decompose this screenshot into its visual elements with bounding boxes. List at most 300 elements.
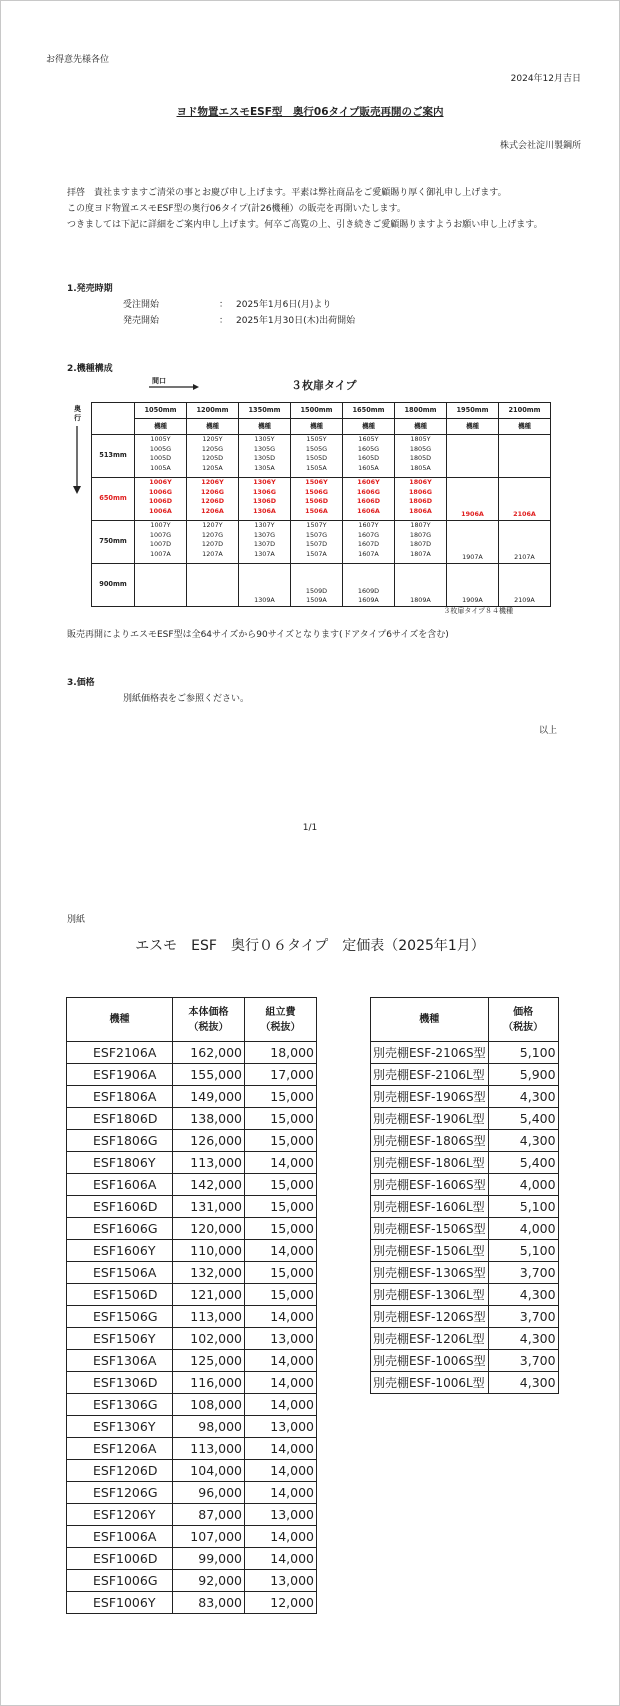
table-row xyxy=(371,1064,559,1086)
lineup-cell xyxy=(343,478,395,521)
lineup-cell xyxy=(187,435,239,478)
body-price-cell: 121,000 xyxy=(173,1284,245,1306)
section1-heading: 1.発売時期 xyxy=(67,284,113,294)
lineup-cell xyxy=(447,478,499,521)
table-row xyxy=(67,1350,317,1372)
width-1950: 1950mm xyxy=(447,403,499,419)
table-row xyxy=(67,1460,317,1482)
model-cell: ESF2106A xyxy=(67,1042,173,1064)
model-cell: ESF1506A xyxy=(67,1262,173,1284)
model-code: 1907A xyxy=(462,553,483,562)
model-cell: ESF1306Y xyxy=(67,1416,173,1438)
model-cell: ESF1606A xyxy=(67,1174,173,1196)
model-code: 1507G xyxy=(305,530,328,539)
lineup-cell xyxy=(187,478,239,521)
shelf-price-cell: 4,000 xyxy=(488,1218,558,1240)
model-code: 1607A xyxy=(358,549,379,558)
shelf-model-cell: 別売棚ESF-1906S型 xyxy=(371,1086,489,1108)
model-cell: ESF1006G xyxy=(67,1570,173,1592)
table-row xyxy=(371,1350,559,1372)
model-cell: ESF1206G xyxy=(67,1482,173,1504)
body-price-cell: 83,000 xyxy=(173,1592,245,1614)
lineup-cell xyxy=(291,564,343,607)
model-code: 1909A xyxy=(462,596,483,605)
section3-heading: 3.価格 xyxy=(67,678,95,688)
lineup-width-row xyxy=(92,403,551,419)
body-price-cell: 113,000 xyxy=(173,1438,245,1460)
model-code: 1205Y xyxy=(202,435,223,443)
shelf-model-cell: 別売棚ESF-1506S型 xyxy=(371,1218,489,1240)
table-row xyxy=(67,1284,317,1306)
shelf-model-cell: 別売棚ESF-1306S型 xyxy=(371,1262,489,1284)
assembly-fee-cell: 12,000 xyxy=(245,1592,317,1614)
assembly-fee-cell: 13,000 xyxy=(245,1504,317,1526)
model-code: 2106A xyxy=(513,510,536,519)
model-code: 1507A xyxy=(306,549,327,558)
order-start-value: 2025年1月6日(月)より xyxy=(236,300,332,310)
header-model: 機種 xyxy=(371,998,489,1042)
model-code: 1307G xyxy=(253,530,276,539)
lineup-cell xyxy=(395,521,447,564)
table-row xyxy=(67,1152,317,1174)
closing-text: 以上 xyxy=(538,726,557,736)
body-price-cell: 87,000 xyxy=(173,1504,245,1526)
assembly-fee-cell: 14,000 xyxy=(245,1438,317,1460)
table-row xyxy=(67,1570,317,1592)
model-code: 1207A xyxy=(202,549,223,558)
shelf-model-cell: 別売棚ESF-1206L型 xyxy=(371,1328,489,1350)
width-1500: 1500mm xyxy=(291,403,343,419)
model-code: 1606D xyxy=(356,497,381,506)
model-code: 1607G xyxy=(357,530,380,539)
model-code: 1505A xyxy=(306,463,327,472)
body-price-cell: 132,000 xyxy=(173,1262,245,1284)
shelf-price-cell: 3,700 xyxy=(488,1306,558,1328)
width-arrow-icon xyxy=(149,383,199,391)
table-row xyxy=(67,1086,317,1108)
shelf-model-cell: 別売棚ESF-1506L型 xyxy=(371,1240,489,1262)
lineup-cell xyxy=(291,435,343,478)
width-1650: 1650mm xyxy=(343,403,395,419)
body-price-cell: 102,000 xyxy=(173,1328,245,1350)
page-title: ヨド物置エスモESF型 奥行06タイプ販売再開のご案内 xyxy=(176,106,444,118)
table-row xyxy=(67,1130,317,1152)
order-start-label: 受注開始 xyxy=(123,300,160,310)
lineup-cell xyxy=(343,564,395,607)
price-table-main-header xyxy=(67,998,317,1042)
model-code: 1506Y xyxy=(305,478,328,486)
table-row xyxy=(371,1306,559,1328)
shelf-price-cell: 4,300 xyxy=(488,1328,558,1350)
table-row xyxy=(371,1130,559,1152)
assembly-fee-cell: 15,000 xyxy=(245,1196,317,1218)
shelf-model-cell: 別売棚ESF-1806S型 xyxy=(371,1130,489,1152)
shelf-price-cell: 4,300 xyxy=(488,1372,558,1394)
assembly-fee-cell: 15,000 xyxy=(245,1086,317,1108)
width-2100: 2100mm xyxy=(499,403,551,419)
table-row xyxy=(67,1108,317,1130)
body-price-cell: 162,000 xyxy=(173,1042,245,1064)
width-1050: 1050mm xyxy=(135,403,187,419)
table-row xyxy=(67,1218,317,1240)
assembly-fee-cell: 18,000 xyxy=(245,1042,317,1064)
shelf-price-cell: 4,300 xyxy=(488,1284,558,1306)
table-row xyxy=(371,1262,559,1284)
model-code: 1206G xyxy=(200,487,225,496)
model-cell: ESF1306D xyxy=(67,1372,173,1394)
model-code: 1005G xyxy=(149,444,172,453)
header-body-price: 本体価格 （税抜） xyxy=(173,998,245,1042)
lineup-depth-row xyxy=(92,521,551,564)
model-code: 1506D xyxy=(304,497,329,506)
lineup-cell xyxy=(239,478,291,521)
lineup-cell xyxy=(291,478,343,521)
shelf-price-cell: 4,300 xyxy=(488,1086,558,1108)
model-code: 1007G xyxy=(149,530,172,539)
company-name: 株式会社淀川製鋼所 xyxy=(499,141,581,151)
recipient: お得意先様各位 xyxy=(46,55,110,65)
model-code: 1607Y xyxy=(358,521,379,529)
model-code: 1305G xyxy=(253,444,276,453)
model-code: 1305Y xyxy=(254,435,275,443)
shelf-model-cell: 別売棚ESF-1306L型 xyxy=(371,1284,489,1306)
price-list-title: エスモ ESF 奥行０６タイプ 定価表（2025年1月） xyxy=(135,938,485,954)
table-row xyxy=(67,1064,317,1086)
model-code: 1507Y xyxy=(306,521,327,529)
assembly-fee-cell: 14,000 xyxy=(245,1306,317,1328)
model-code: 2109A xyxy=(514,596,535,605)
shelf-price-cell: 5,100 xyxy=(488,1196,558,1218)
model-code: 1807D xyxy=(409,540,432,549)
model-code: 1509D xyxy=(305,586,328,595)
lineup-cell xyxy=(239,564,291,607)
release-start-label: 発売開始 xyxy=(123,316,160,326)
model-code: 1007A xyxy=(150,549,171,558)
model-subheader: 機種 xyxy=(395,419,447,435)
width-1800: 1800mm xyxy=(395,403,447,419)
model-code: 1207G xyxy=(201,530,224,539)
model-code: 1509A xyxy=(306,596,327,605)
date: 2024年12月吉日 xyxy=(510,74,581,84)
shelf-model-cell: 別売棚ESF-1006S型 xyxy=(371,1350,489,1372)
lineup-cell xyxy=(291,521,343,564)
table-row xyxy=(67,1174,317,1196)
model-subheader: 機種 xyxy=(447,419,499,435)
model-code: 1809A xyxy=(410,596,431,605)
body-price-cell: 113,000 xyxy=(173,1152,245,1174)
table-row xyxy=(67,1394,317,1416)
model-code: 1205G xyxy=(201,444,224,453)
model-cell: ESF1906A xyxy=(67,1064,173,1086)
table-row xyxy=(371,1152,559,1174)
model-code: 1805A xyxy=(410,463,431,472)
body-price-cell: 155,000 xyxy=(173,1064,245,1086)
table-row xyxy=(371,1328,559,1350)
page-number: 1/1 xyxy=(302,823,318,833)
lineup-table-title: ３枚扉タイプ xyxy=(291,379,357,392)
shelf-price-cell: 4,300 xyxy=(488,1130,558,1152)
lineup-cell xyxy=(135,521,187,564)
model-code: 1206D xyxy=(200,497,225,506)
table-row xyxy=(371,1196,559,1218)
assembly-fee-cell: 13,000 xyxy=(245,1570,317,1592)
model-code: 1206Y xyxy=(201,478,224,486)
lineup-subheader-row xyxy=(92,419,551,435)
model-code: 1006D xyxy=(148,497,173,506)
shelf-price-cell: 5,900 xyxy=(488,1064,558,1086)
model-code: 1609A xyxy=(358,596,379,605)
body-price-cell: 110,000 xyxy=(173,1240,245,1262)
model-subheader: 機種 xyxy=(239,419,291,435)
model-code: 1207D xyxy=(201,540,224,549)
model-code: 1205D xyxy=(201,454,224,463)
model-code: 1007D xyxy=(149,540,172,549)
model-code: 1609D xyxy=(357,586,380,595)
model-code: 1506A xyxy=(305,506,328,515)
model-code: 1206A xyxy=(201,506,224,515)
lineup-cell xyxy=(343,435,395,478)
model-cell: ESF1806D xyxy=(67,1108,173,1130)
model-cell: ESF1206D xyxy=(67,1460,173,1482)
model-code: 1807Y xyxy=(410,521,431,529)
assembly-fee-cell: 13,000 xyxy=(245,1328,317,1350)
shelf-price-cell: 5,100 xyxy=(488,1042,558,1064)
model-cell: ESF1506Y xyxy=(67,1328,173,1350)
model-code: 1306Y xyxy=(253,478,276,486)
table-row xyxy=(371,1284,559,1306)
model-code: 1607D xyxy=(357,540,380,549)
depth-arrow-icon xyxy=(72,426,82,494)
body-price-cell: 113,000 xyxy=(173,1306,245,1328)
model-cell: ESF1206Y xyxy=(67,1504,173,1526)
assembly-fee-cell: 14,000 xyxy=(245,1460,317,1482)
assembly-fee-cell: 15,000 xyxy=(245,1130,317,1152)
model-code: 1307D xyxy=(253,540,276,549)
model-cell: ESF1006A xyxy=(67,1526,173,1548)
depth-label-1: 650mm xyxy=(92,478,135,521)
assembly-fee-cell: 14,000 xyxy=(245,1152,317,1174)
intro-line-1: 拝啓 貴社ますますご清栄の事とお慶び申し上げます。平素は弊社商品をご愛顧賜り厚く御礼申し上げます。 xyxy=(67,188,507,198)
table-row xyxy=(67,1438,317,1460)
model-code: 1307Y xyxy=(254,521,275,529)
lineup-corner xyxy=(92,403,135,435)
model-cell: ESF1606D xyxy=(67,1196,173,1218)
model-cell: ESF1206A xyxy=(67,1438,173,1460)
body-price-cell: 138,000 xyxy=(173,1108,245,1130)
model-code: 1606Y xyxy=(357,478,380,486)
intro-line-3: つきましては下記に詳細をご案内申し上げます。何卒ご高覧の上、引き続きご愛顧賜りますようお願い申し上げます。 xyxy=(67,220,543,230)
price-table-shelves-header xyxy=(371,998,559,1042)
model-subheader: 機種 xyxy=(499,419,551,435)
model-code: 1506G xyxy=(304,487,329,496)
model-code: 1006G xyxy=(148,487,173,496)
lineup-depth-row xyxy=(92,435,551,478)
model-cell: ESF1306G xyxy=(67,1394,173,1416)
body-price-cell: 126,000 xyxy=(173,1130,245,1152)
assembly-fee-cell: 15,000 xyxy=(245,1284,317,1306)
model-subheader: 機種 xyxy=(343,419,395,435)
shelf-price-cell: 5,100 xyxy=(488,1240,558,1262)
header-model: 機種 xyxy=(67,998,173,1042)
lineup-cell xyxy=(239,435,291,478)
lineup-depth-row xyxy=(92,478,551,521)
lineup-cell xyxy=(499,435,551,478)
shelf-model-cell: 別売棚ESF-1006L型 xyxy=(371,1372,489,1394)
assembly-fee-cell: 14,000 xyxy=(245,1482,317,1504)
body-price-cell: 92,000 xyxy=(173,1570,245,1592)
intro-line-2: この度ヨド物置エスモESF型の奥行06タイプ(計26機種）の販売を再開いたします。 xyxy=(67,204,406,214)
lineup-depth-row xyxy=(92,564,551,607)
body-price-cell: 108,000 xyxy=(173,1394,245,1416)
lineup-cell xyxy=(135,478,187,521)
model-code: 1605Y xyxy=(358,435,379,443)
model-code: 1306A xyxy=(253,506,276,515)
header-assembly-fee: 組立費 （税抜） xyxy=(245,998,317,1042)
body-price-cell: 149,000 xyxy=(173,1086,245,1108)
model-code: 1605D xyxy=(357,454,380,463)
assembly-fee-cell: 14,000 xyxy=(245,1240,317,1262)
model-code: 1505D xyxy=(305,454,328,463)
width-1200: 1200mm xyxy=(187,403,239,419)
model-code: 1306G xyxy=(252,487,277,496)
model-cell: ESF1506D xyxy=(67,1284,173,1306)
table-row xyxy=(67,1196,317,1218)
model-cell: ESF1806G xyxy=(67,1130,173,1152)
model-code: 1205A xyxy=(202,463,223,472)
model-code: 1005Y xyxy=(150,435,171,443)
model-code: 1805G xyxy=(409,444,432,453)
lineup-cell xyxy=(239,521,291,564)
lineup-note: ３枚扉タイプ８４機種 xyxy=(443,607,513,615)
table-row xyxy=(67,1482,317,1504)
model-code: 1605G xyxy=(357,444,380,453)
table-row xyxy=(371,1218,559,1240)
assembly-fee-cell: 15,000 xyxy=(245,1262,317,1284)
shelf-price-cell: 4,000 xyxy=(488,1174,558,1196)
table-row xyxy=(371,1042,559,1064)
model-code: 1006A xyxy=(149,506,172,515)
table-row xyxy=(371,1108,559,1130)
model-code: 1605A xyxy=(358,463,379,472)
lineup-cell xyxy=(187,521,239,564)
table-row xyxy=(67,1504,317,1526)
body-price-cell: 116,000 xyxy=(173,1372,245,1394)
assembly-fee-cell: 15,000 xyxy=(245,1108,317,1130)
model-code: 1507D xyxy=(305,540,328,549)
model-code: 1505G xyxy=(305,444,328,453)
model-code: 1906A xyxy=(461,510,484,519)
model-code: 1305D xyxy=(253,454,276,463)
lineup-table xyxy=(91,402,551,607)
body-price-cell: 142,000 xyxy=(173,1174,245,1196)
price-table-shelves xyxy=(370,997,559,1394)
table-row xyxy=(67,1592,317,1614)
model-code: 1005A xyxy=(150,463,171,472)
model-cell: ESF1506G xyxy=(67,1306,173,1328)
section2-heading: 2.機種構成 xyxy=(67,364,113,374)
lineup-cell xyxy=(135,564,187,607)
table-row xyxy=(67,1042,317,1064)
depth-label-2: 750mm xyxy=(92,521,135,564)
model-code: 1805D xyxy=(409,454,432,463)
depth-label-0: 513mm xyxy=(92,435,135,478)
shelf-model-cell: 別売棚ESF-1206S型 xyxy=(371,1306,489,1328)
body-price-cell: 120,000 xyxy=(173,1218,245,1240)
body-price-cell: 98,000 xyxy=(173,1416,245,1438)
shelf-model-cell: 別売棚ESF-1906L型 xyxy=(371,1108,489,1130)
lineup-cell xyxy=(395,435,447,478)
model-code: 1806D xyxy=(408,497,433,506)
shelf-model-cell: 別売棚ESF-1606S型 xyxy=(371,1174,489,1196)
model-cell: ESF1606G xyxy=(67,1218,173,1240)
assembly-fee-cell: 14,000 xyxy=(245,1394,317,1416)
section3-text: 別紙価格表をご参照ください。 xyxy=(123,694,250,704)
shelf-model-cell: 別売棚ESF-2106S型 xyxy=(371,1042,489,1064)
lineup-cell xyxy=(187,564,239,607)
depth-label-3: 900mm xyxy=(92,564,135,607)
table-row xyxy=(371,1086,559,1108)
table-row xyxy=(371,1372,559,1394)
table-row xyxy=(67,1262,317,1284)
assembly-fee-cell: 14,000 xyxy=(245,1548,317,1570)
body-price-cell: 107,000 xyxy=(173,1526,245,1548)
width-1350: 1350mm xyxy=(239,403,291,419)
assembly-fee-cell: 13,000 xyxy=(245,1416,317,1438)
assembly-fee-cell: 14,000 xyxy=(245,1526,317,1548)
assembly-fee-cell: 15,000 xyxy=(245,1218,317,1240)
table-row xyxy=(67,1240,317,1262)
model-code: 1305A xyxy=(254,463,275,472)
assembly-fee-cell: 14,000 xyxy=(245,1372,317,1394)
table-row xyxy=(67,1328,317,1350)
lineup-cell xyxy=(499,521,551,564)
lineup-cell xyxy=(499,564,551,607)
model-cell: ESF1006Y xyxy=(67,1592,173,1614)
shelf-price-cell: 5,400 xyxy=(488,1152,558,1174)
shelf-model-cell: 別売棚ESF-1606L型 xyxy=(371,1196,489,1218)
body-price-cell: 99,000 xyxy=(173,1548,245,1570)
model-code: 1505Y xyxy=(306,435,327,443)
model-cell: ESF1806Y xyxy=(67,1152,173,1174)
model-code: 1606G xyxy=(356,487,381,496)
attachment-label: 別紙 xyxy=(67,915,86,925)
lineup-cell xyxy=(343,521,395,564)
assembly-fee-cell: 15,000 xyxy=(245,1174,317,1196)
header-price: 価格 （税抜） xyxy=(488,998,558,1042)
shelf-price-cell: 3,700 xyxy=(488,1262,558,1284)
model-cell: ESF1306A xyxy=(67,1350,173,1372)
model-subheader: 機種 xyxy=(135,419,187,435)
model-code: 1807G xyxy=(409,530,432,539)
model-code: 1309A xyxy=(254,596,275,605)
model-cell: ESF1606Y xyxy=(67,1240,173,1262)
model-code: 1807A xyxy=(410,549,431,558)
body-price-cell: 96,000 xyxy=(173,1482,245,1504)
body-price-cell: 104,000 xyxy=(173,1460,245,1482)
table-row xyxy=(371,1174,559,1196)
lineup-cell xyxy=(447,435,499,478)
order-start-sep: ： xyxy=(219,300,229,310)
model-code: 1005D xyxy=(149,454,172,463)
model-subheader: 機種 xyxy=(187,419,239,435)
body-price-cell: 131,000 xyxy=(173,1196,245,1218)
model-code: 1806A xyxy=(409,506,432,515)
model-code: 1007Y xyxy=(150,521,171,529)
lineup-cell xyxy=(499,478,551,521)
depth-label: 奥行 xyxy=(74,405,81,422)
lineup-cell xyxy=(135,435,187,478)
lineup-cell xyxy=(447,564,499,607)
